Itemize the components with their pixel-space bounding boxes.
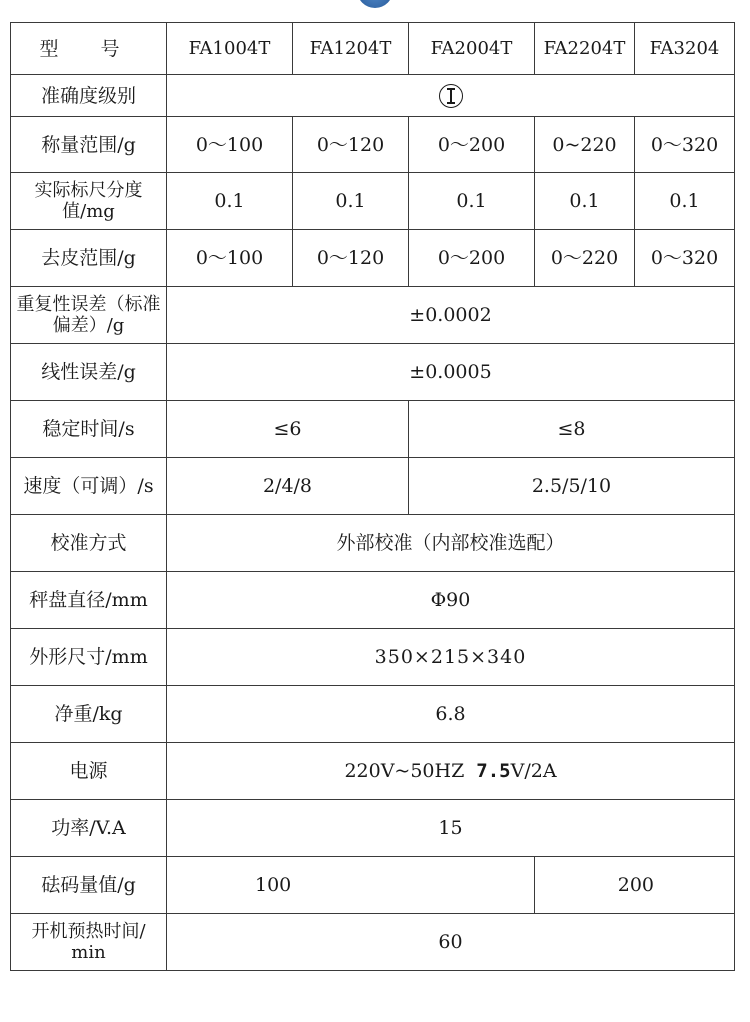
row-stabilization — [11, 401, 735, 458]
scale-interval-value: 0.1 — [535, 173, 635, 230]
net-weight-value: 6.8 — [167, 686, 735, 743]
power-supply-adapter-voltage: 7.5 — [476, 760, 511, 782]
calibration-label: 校准方式 — [11, 515, 167, 572]
range-label: 称量范围/g — [11, 117, 167, 173]
row-weights — [11, 857, 735, 914]
power-rating-value: 15 — [167, 800, 735, 857]
tare-range-value: 0～200 — [409, 230, 535, 287]
row-range — [11, 117, 735, 173]
dimensions-value: 350×215×340 — [167, 629, 735, 686]
range-value: 0～200 — [409, 117, 535, 173]
dimensions-label: 外形尺寸/mm — [11, 629, 167, 686]
scale-interval-label: 实际标尺分度值/mg — [11, 173, 167, 230]
pan-diameter-label: 秤盘直径/mm — [11, 572, 167, 629]
tare-range-label: 去皮范围/g — [11, 230, 167, 287]
weights-value-b: 200 — [535, 857, 735, 914]
power-supply-adapter-rest: V/2A — [510, 760, 557, 782]
spec-table — [10, 22, 735, 971]
accuracy-label: 准确度级别 — [11, 75, 167, 117]
warmup-value: 60 — [167, 914, 735, 971]
row-power-supply — [11, 743, 735, 800]
accuracy-value — [167, 75, 735, 117]
stabilization-value-a: ≤6 — [167, 401, 409, 458]
scale-interval-value: 0.1 — [167, 173, 293, 230]
model-fa1004t: FA1004T — [167, 23, 293, 75]
row-dimensions — [11, 629, 735, 686]
repeatability-value: ±0.0002 — [167, 287, 735, 344]
range-value: 0~220 — [535, 117, 635, 173]
linearity-value: ±0.0005 — [167, 344, 735, 401]
row-scale-interval — [11, 173, 735, 230]
tare-range-value: 0～120 — [293, 230, 409, 287]
weights-label: 砝码量值/g — [11, 857, 167, 914]
model-label: 型 号 — [11, 23, 167, 75]
model-fa1204t: FA1204T — [293, 23, 409, 75]
row-repeatability — [11, 287, 735, 344]
linearity-label: 线性误差/g — [11, 344, 167, 401]
row-accuracy — [11, 75, 735, 117]
net-weight-label: 净重/kg — [11, 686, 167, 743]
pan-diameter-value: Φ90 — [167, 572, 735, 629]
repeatability-label: 重复性误差（标准偏差）/g — [11, 287, 167, 344]
row-model — [11, 23, 735, 75]
range-value: 0～100 — [167, 117, 293, 173]
scale-interval-value: 0.1 — [409, 173, 535, 230]
speed-label: 速度（可调）/s — [11, 458, 167, 515]
stabilization-label: 稳定时间/s — [11, 401, 167, 458]
power-rating-label: 功率/V.A — [11, 800, 167, 857]
power-supply-main: 220V~50HZ — [344, 760, 465, 782]
row-linearity — [11, 344, 735, 401]
stabilization-value-b: ≤8 — [409, 401, 735, 458]
warmup-label: 开机预热时间/ min — [11, 914, 167, 971]
speed-value-a: 2/4/8 — [167, 458, 409, 515]
row-tare-range — [11, 230, 735, 287]
row-speed — [11, 458, 735, 515]
tare-range-value: 0～100 — [167, 230, 293, 287]
row-power-rating — [11, 800, 735, 857]
row-net-weight — [11, 686, 735, 743]
calibration-value: 外部校准（内部校准选配） — [167, 515, 735, 572]
speed-value-b: 2.5/5/10 — [409, 458, 735, 515]
weights-value-a: 100 — [167, 857, 535, 914]
row-calibration — [11, 515, 735, 572]
model-fa3204: FA3204 — [635, 23, 735, 75]
tare-range-value: 0～320 — [635, 230, 735, 287]
model-fa2204t: FA2204T — [535, 23, 635, 75]
power-supply-value — [167, 743, 735, 800]
range-value: 0～120 — [293, 117, 409, 173]
row-warmup — [11, 914, 735, 971]
accuracy-class-symbol — [439, 84, 463, 108]
power-supply-label: 电源 — [11, 743, 167, 800]
emblem-disc — [357, 0, 393, 8]
scale-interval-value: 0.1 — [635, 173, 735, 230]
tare-range-value: 0～220 — [535, 230, 635, 287]
brand-emblem — [353, 0, 397, 8]
range-value: 0～320 — [635, 117, 735, 173]
scale-interval-value: 0.1 — [293, 173, 409, 230]
model-fa2004t: FA2004T — [409, 23, 535, 75]
row-pan-diameter — [11, 572, 735, 629]
